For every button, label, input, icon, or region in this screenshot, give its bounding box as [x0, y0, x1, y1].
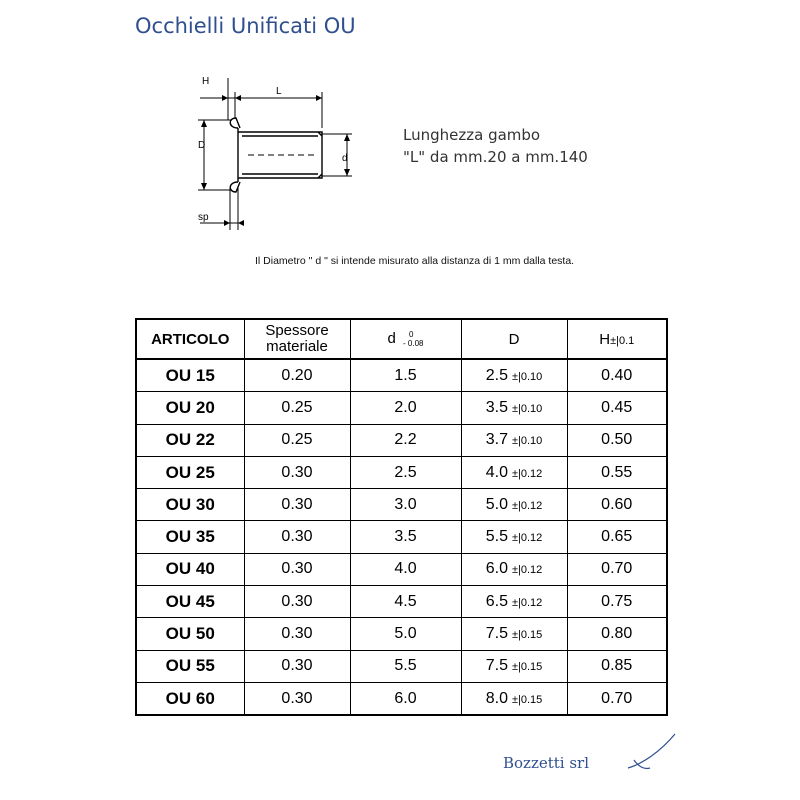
cell-spessore: 0.30 [244, 618, 350, 650]
table-row [136, 489, 667, 521]
cell-D-tolerance: ±|0.12 [511, 499, 543, 512]
cell-spessore: 0.30 [244, 553, 350, 585]
cell-articolo: OU 22 [136, 424, 244, 456]
cell-spessore: 0.30 [244, 586, 350, 618]
cell-D-value: 5.5 [485, 528, 508, 546]
cell-spessore: 0.25 [244, 392, 350, 424]
label-H: H [202, 76, 210, 87]
cell-articolo: OU 45 [136, 586, 244, 618]
table-row [136, 682, 667, 715]
table-row [136, 424, 667, 456]
header-d [350, 319, 461, 359]
header-D: D [461, 319, 567, 359]
table-row [136, 521, 667, 553]
cell-articolo: OU 20 [136, 392, 244, 424]
cell-D-value: 8.0 [485, 689, 508, 707]
label-d: d [342, 153, 348, 164]
length-note [403, 124, 588, 168]
cell-D-value: 5.0 [485, 495, 508, 513]
cell-d: 2.0 [350, 392, 461, 424]
cell-D [461, 392, 567, 424]
table-row [136, 618, 667, 650]
cell-d: 5.0 [350, 618, 461, 650]
cell-D-value: 4.0 [485, 463, 508, 481]
cell-H: 0.40 [567, 359, 667, 392]
cell-D-value: 7.5 [485, 625, 508, 643]
cell-H: 0.60 [567, 489, 667, 521]
cell-articolo: OU 55 [136, 650, 244, 682]
brand-swoosh-logo [620, 730, 680, 775]
cell-D [461, 424, 567, 456]
cell-spessore: 0.30 [244, 682, 350, 715]
cell-H: 0.70 [567, 553, 667, 585]
length-note-line1: Lunghezza gambo [403, 126, 541, 144]
cell-D-value: 3.7 [485, 431, 508, 449]
cell-d: 1.5 [350, 359, 461, 392]
cell-D-tolerance: ±|0.12 [511, 532, 543, 545]
header-d-tol-lower: - 0.08 [403, 339, 424, 349]
cell-D-tolerance: ±|0.10 [511, 370, 543, 383]
cell-spessore: 0.30 [244, 456, 350, 488]
cell-d: 6.0 [350, 682, 461, 715]
cell-D [461, 682, 567, 715]
header-d-label: d [387, 329, 396, 347]
cell-spessore: 0.25 [244, 424, 350, 456]
table-row [136, 392, 667, 424]
cell-D-value: 3.5 [485, 398, 508, 416]
label-sp: sp [198, 212, 209, 223]
cell-D [461, 618, 567, 650]
cell-D-value: 2.5 [485, 366, 508, 384]
header-H-tolerance: ±|0.1 [610, 334, 635, 347]
table-header-row [136, 319, 667, 359]
header-spessore-line1: Spessore [265, 322, 329, 339]
cell-articolo: OU 40 [136, 553, 244, 585]
cell-d: 4.5 [350, 586, 461, 618]
cell-D [461, 359, 567, 392]
label-D: D [198, 140, 206, 151]
cell-d: 2.5 [350, 456, 461, 488]
cell-D-tolerance: ±|0.12 [511, 596, 543, 609]
cell-articolo: OU 35 [136, 521, 244, 553]
cell-D [461, 650, 567, 682]
cell-H: 0.65 [567, 521, 667, 553]
cell-d: 3.0 [350, 489, 461, 521]
cell-articolo: OU 15 [136, 359, 244, 392]
cell-H: 0.75 [567, 586, 667, 618]
table-row [136, 553, 667, 585]
label-L: L [276, 86, 282, 97]
header-articolo: ARTICOLO [136, 319, 244, 359]
cell-d: 2.2 [350, 424, 461, 456]
length-note-line2: "L" da mm.20 a mm.140 [403, 148, 588, 166]
cell-H: 0.50 [567, 424, 667, 456]
header-spessore [244, 319, 350, 359]
header-d-tolerance [403, 330, 423, 348]
cell-D-tolerance: ±|0.15 [511, 693, 543, 706]
cell-D [461, 521, 567, 553]
page-title: Occhielli Unificati OU [135, 14, 356, 38]
table-row [136, 359, 667, 392]
diameter-note: Il Diametro " d " si intende misurato alla distanza di 1 mm dalla testa. [255, 255, 575, 267]
cell-articolo: OU 30 [136, 489, 244, 521]
table-row [136, 650, 667, 682]
cell-D-value: 7.5 [485, 657, 508, 675]
cell-D [461, 586, 567, 618]
cell-D-tolerance: ±|0.15 [511, 661, 543, 674]
spec-table [135, 318, 668, 716]
table-row [136, 586, 667, 618]
cell-d: 3.5 [350, 521, 461, 553]
table-row [136, 456, 667, 488]
cell-D-tolerance: ±|0.10 [511, 435, 543, 448]
cell-H: 0.55 [567, 456, 667, 488]
cell-spessore: 0.30 [244, 521, 350, 553]
cell-D-value: 6.5 [485, 592, 508, 610]
cell-D [461, 553, 567, 585]
cell-D [461, 489, 567, 521]
cell-D-tolerance: ±|0.15 [511, 629, 543, 642]
cell-d: 5.5 [350, 650, 461, 682]
cell-articolo: OU 50 [136, 618, 244, 650]
cell-H: 0.85 [567, 650, 667, 682]
header-H [567, 319, 667, 359]
cell-D-tolerance: ±|0.10 [511, 402, 543, 415]
cell-H: 0.70 [567, 682, 667, 715]
cell-articolo: OU 60 [136, 682, 244, 715]
brand-name: Bozzetti srl [503, 754, 590, 772]
cell-H: 0.80 [567, 618, 667, 650]
cell-spessore: 0.30 [244, 650, 350, 682]
cell-D-tolerance: ±|0.12 [511, 564, 543, 577]
cell-D-tolerance: ±|0.12 [511, 467, 543, 480]
eyelet-drawing [190, 70, 370, 235]
cell-d: 4.0 [350, 553, 461, 585]
cell-spessore: 0.30 [244, 489, 350, 521]
cell-spessore: 0.20 [244, 359, 350, 392]
header-H-label: H [599, 330, 611, 348]
cell-H: 0.45 [567, 392, 667, 424]
cell-articolo: OU 25 [136, 456, 244, 488]
header-d-tol-upper: 0 [409, 330, 414, 340]
header-spessore-line2: materiale [266, 338, 328, 355]
cell-D [461, 456, 567, 488]
cell-D-value: 6.0 [485, 560, 508, 578]
